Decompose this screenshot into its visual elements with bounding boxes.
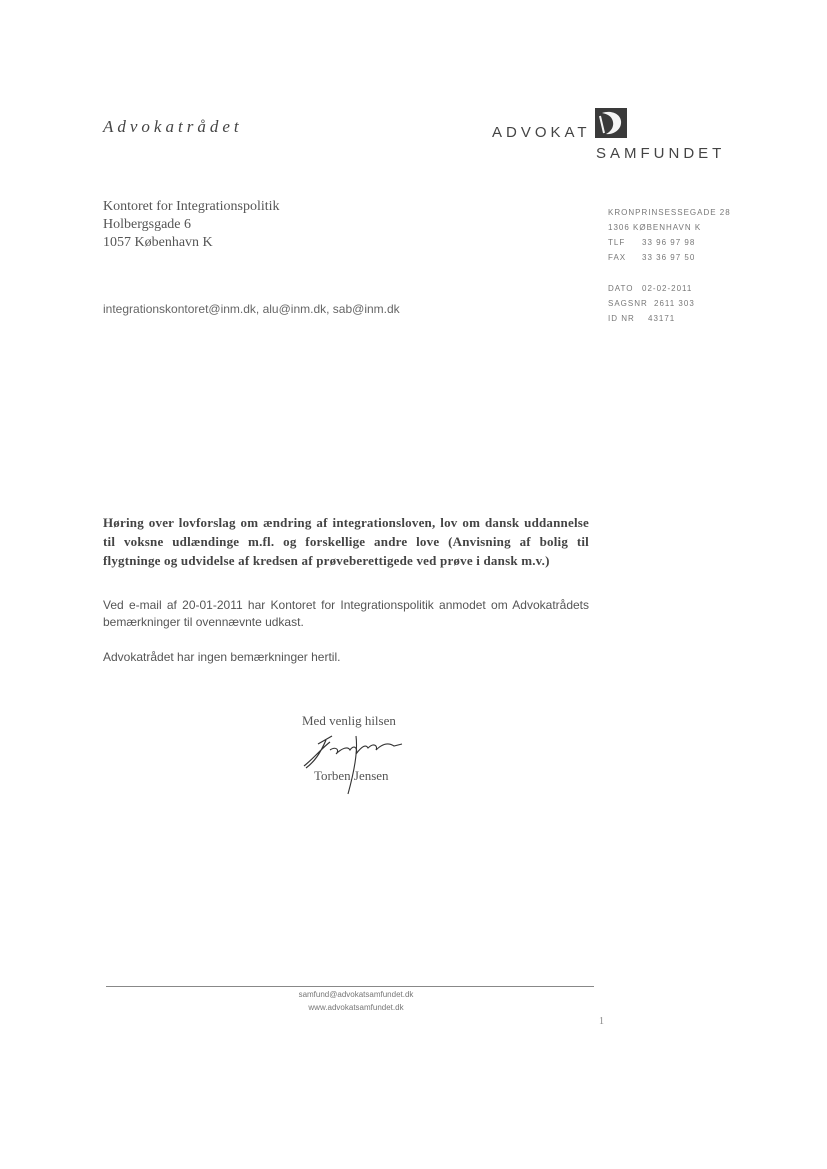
fax-label: FAX <box>608 253 627 262</box>
subject-heading: Høring over lovforslag om ændring af integrationsloven, lov om dansk uddannelse til voksne udlændinge m.fl. og forskellige andre love (Anvisning af bolig til flygtninge og udvidelse af kredsen af prøveberettigede ved prøve i dansk m.v.) <box>103 515 589 568</box>
sender-info <box>608 205 731 326</box>
sender-date <box>608 281 731 296</box>
tel-label: TLF <box>608 238 626 247</box>
recipient-name: Kontoret for Integrationspolitik <box>103 199 280 214</box>
recipient-emails: integrationskontoret@inm.dk, alu@inm.dk, sab@inm.dk <box>103 302 400 316</box>
id-number-value: 43171 <box>648 314 676 323</box>
sender-address-city: 1306 KØBENHAVN K <box>608 223 702 232</box>
footer <box>106 988 606 1014</box>
letterhead-title: Advokatrådet <box>103 117 243 136</box>
handwritten-signature <box>296 728 416 798</box>
date-value: 02-02-2011 <box>642 284 693 293</box>
logo-text-advokat: ADVOKAT <box>492 124 591 141</box>
sender-tel <box>608 235 731 250</box>
recipient-city: 1057 København K <box>103 235 213 250</box>
sender-address-street: KRONPRINSESSEGADE 28 <box>608 208 731 217</box>
id-number-label: ID NR <box>608 314 635 323</box>
logo-text-samfundet: SAMFUNDET <box>596 145 726 162</box>
sender-id-number <box>608 311 731 326</box>
date-label: DATO <box>608 284 634 293</box>
body-paragraph-2: Advokatrådet har ingen bemærkninger hertil. <box>103 650 341 664</box>
fax-value: 33 36 97 50 <box>642 253 696 262</box>
case-number-label: SAGSNR <box>608 299 648 308</box>
footer-email: samfund@advokatsamfundet.dk <box>298 990 414 999</box>
footer-divider <box>106 986 594 987</box>
footer-website: www.advokatsamfundet.dk <box>308 1003 404 1012</box>
recipient-address <box>103 198 280 252</box>
tel-value: 33 96 97 98 <box>642 238 696 247</box>
page-mark: 1 <box>599 1016 604 1027</box>
recipient-street: Holbergsgade 6 <box>103 217 191 232</box>
sender-case-number <box>608 296 731 311</box>
body-paragraph-1: Ved e-mail af 20-01-2011 har Kontoret for Integrationspolitik anmodet om Advokatrådets bemærkninger til ovennævnte udkast. <box>103 598 589 629</box>
closing-greeting: Med venlig hilsen <box>302 713 396 728</box>
advokatsamfundet-logo-icon <box>594 107 628 139</box>
sender-fax <box>608 250 731 265</box>
case-number-value: 2611 303 <box>654 299 695 308</box>
signer-name: Torben Jensen <box>314 768 389 783</box>
